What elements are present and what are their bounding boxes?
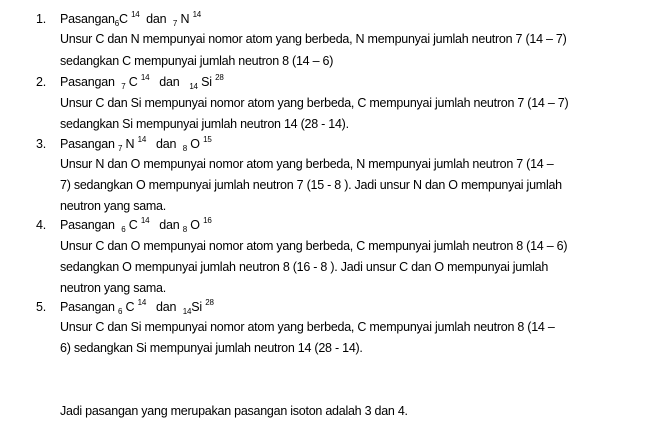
item-text-line: Unsur N dan O mempunyai nomor atom yang berbeda, N mempunyai jumlah neutron 7 (14 –: [60, 157, 554, 171]
item-text-line: neutron yang sama.: [60, 199, 166, 213]
isotope-a-symbol: C: [118, 12, 128, 26]
isotope-b-symbol: O: [190, 218, 200, 232]
item-number: 4.: [36, 218, 47, 232]
item-heading: [60, 72, 224, 92]
isotope-a-atomic-number: 6: [121, 225, 126, 234]
isotope-a-mass-number: 14: [140, 73, 150, 82]
isotope-a-atomic-number: 6: [117, 307, 123, 316]
isotope-b-atomic-number: 7: [172, 19, 178, 28]
isotope-a-mass-number: 14: [131, 10, 140, 19]
isotope-a-mass-number: 14: [137, 298, 147, 307]
isotope-b-atomic-number: 8: [182, 144, 188, 153]
item-heading: [60, 9, 201, 29]
item-number: 5.: [36, 300, 47, 314]
heading-prefix: Pasangan: [60, 12, 115, 26]
heading-dan: dan: [159, 75, 180, 89]
heading-prefix: Pasangan: [60, 300, 115, 314]
isotope-b-mass-number: 15: [203, 135, 212, 144]
isotope-b-atomic-number: 14: [189, 82, 198, 91]
isotope-b-mass-number: 14: [192, 10, 202, 19]
item-text-line: neutron yang sama.: [60, 281, 166, 295]
item-number: 2.: [36, 75, 47, 89]
item-text-line: Unsur C dan O mempunyai nomor atom yang berbeda, C mempunyai jumlah neutron 8 (14 – 6): [60, 239, 568, 253]
item-text-line: 6) sedangkan Si mempunyai jumlah neutron 14 (28 - 14).: [60, 341, 363, 355]
isotope-a-symbol: C: [128, 218, 138, 232]
item-heading: [60, 134, 212, 154]
heading-dan: dan: [155, 300, 177, 314]
isotope-a-atomic-number: 6: [114, 19, 119, 28]
isotope-b-symbol: O: [190, 137, 200, 151]
isotope-b-mass-number: 28: [215, 73, 224, 82]
heading-prefix: Pasangan: [60, 137, 115, 151]
heading-dan: dan: [159, 218, 180, 232]
heading-prefix: Pasangan: [60, 218, 115, 232]
heading-prefix: Pasangan: [60, 75, 115, 89]
isotope-a-symbol: C: [128, 75, 138, 89]
item-text-line: 7) sedangkan O mempunyai jumlah neutron 7 (15 - 8 ). Jadi unsur N dan O mempunyai jumlah: [60, 178, 562, 192]
item-text-line: sedangkan O mempunyai jumlah neutron 8 (16 - 8 ). Jadi unsur C dan O mempunyai jumlah: [60, 260, 549, 274]
item-text-line: Unsur C dan Si mempunyai nomor atom yang berbeda, C mempunyai jumlah neutron 8 (14 –: [60, 320, 555, 334]
isotope-b-symbol: Si: [191, 300, 202, 314]
item-number: 3.: [36, 137, 47, 151]
item-text-line: Unsur C dan N mempunyai nomor atom yang berbeda, N mempunyai jumlah neutron 7 (14 – 7): [60, 32, 567, 46]
isotope-b-mass-number: 28: [205, 298, 214, 307]
item-heading: [60, 297, 214, 317]
isotope-b-symbol: Si: [201, 75, 212, 89]
isotope-b-atomic-number: 14: [182, 307, 192, 316]
isotope-b-mass-number: 16: [203, 216, 212, 225]
item-text-line: Unsur C dan Si mempunyai nomor atom yang berbeda, C mempunyai jumlah neutron 7 (14 – 7): [60, 96, 569, 110]
item-number: 1.: [36, 12, 47, 26]
item-text-line: sedangkan C mempunyai jumlah neutron 8 (14 – 6): [60, 54, 334, 68]
isotope-a-mass-number: 14: [137, 135, 147, 144]
item-text-line: sedangkan Si mempunyai jumlah neutron 14 (28 - 14).: [60, 117, 349, 131]
isotope-a-atomic-number: 7: [117, 144, 123, 153]
isotope-a-symbol: N: [125, 137, 135, 151]
heading-dan: dan: [155, 137, 177, 151]
isotope-a-mass-number: 14: [140, 216, 150, 225]
isotope-b-atomic-number: 8: [182, 225, 188, 234]
conclusion-text: Jadi pasangan yang merupakan pasangan isoton adalah 3 dan 4.: [60, 404, 408, 418]
heading-dan: dan: [146, 12, 167, 26]
isotope-a-symbol: C: [125, 300, 135, 314]
isotope-b-symbol: N: [180, 12, 190, 26]
isotope-a-atomic-number: 7: [121, 82, 126, 91]
item-heading: [60, 215, 212, 235]
